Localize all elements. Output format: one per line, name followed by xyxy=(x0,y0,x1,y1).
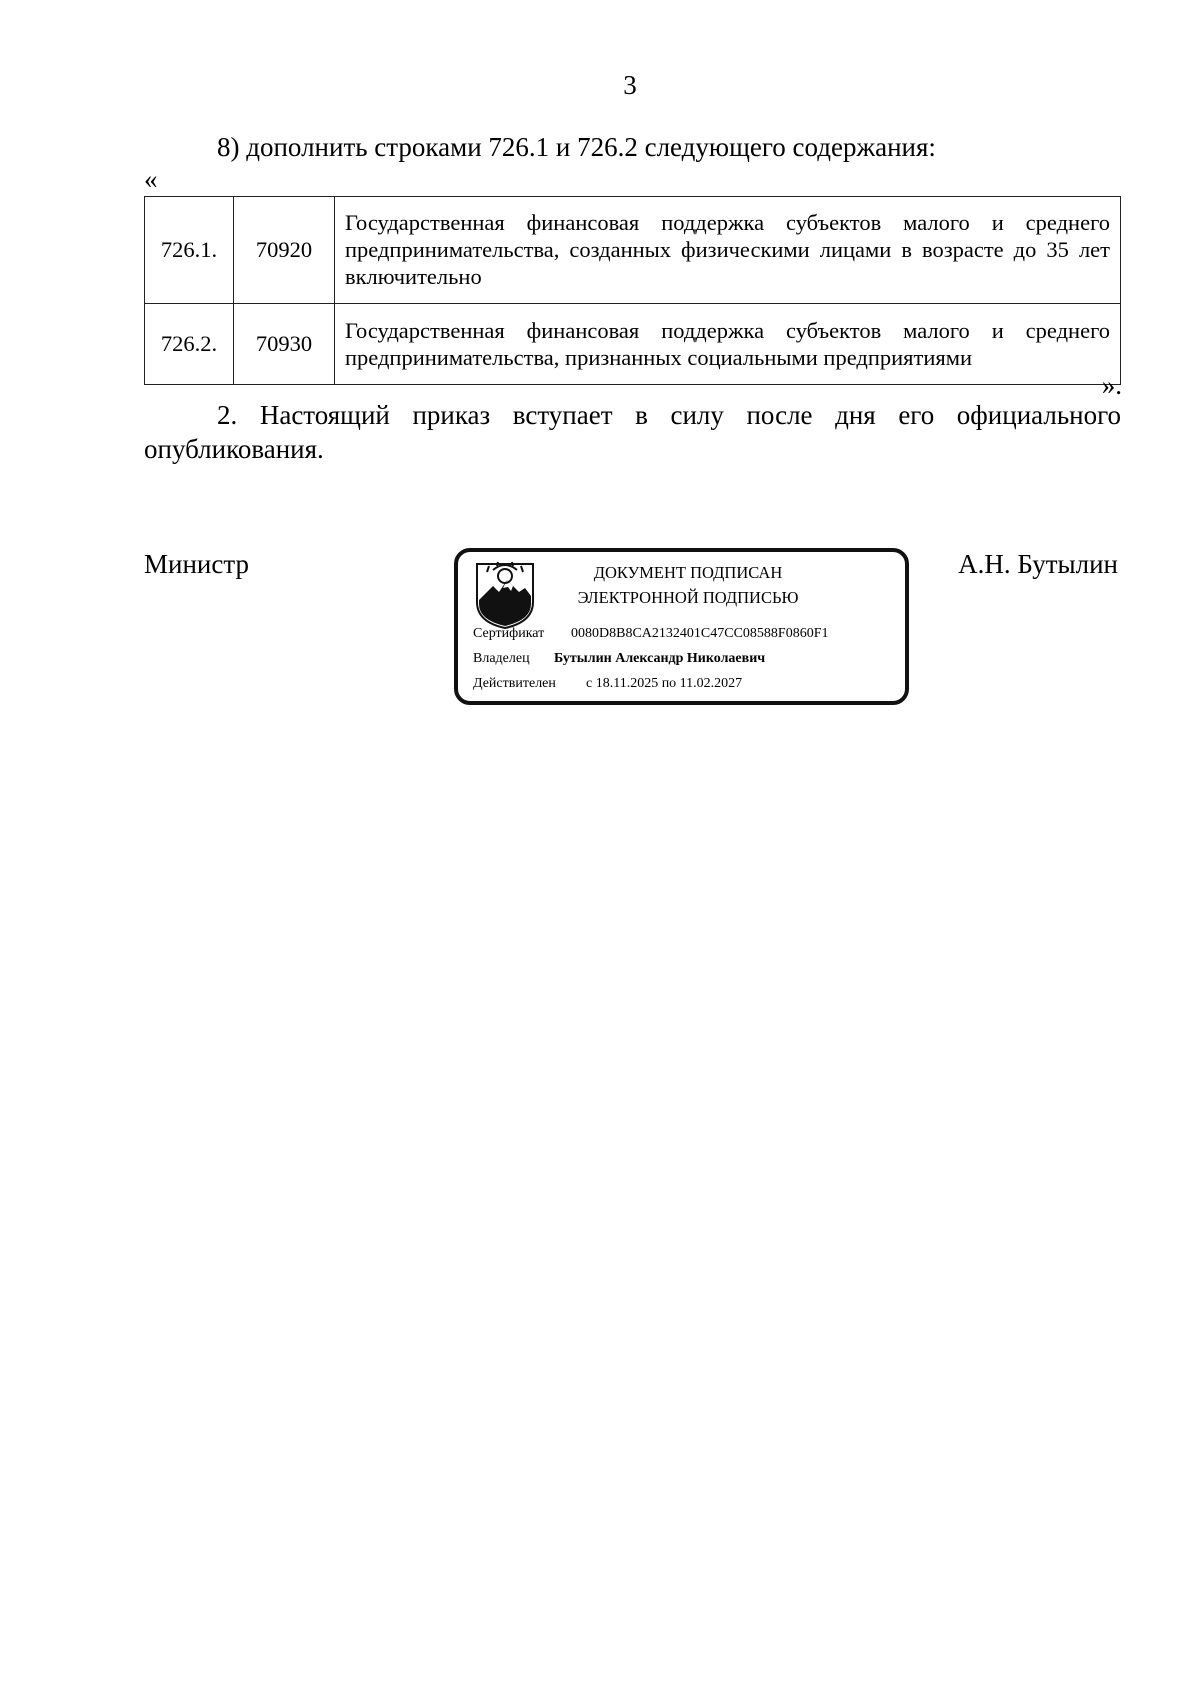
row-code: 70920 xyxy=(234,197,335,304)
stamp-title-line-2: ЭЛЕКТРОННОЙ ПОДПИСЬЮ xyxy=(577,588,799,607)
row-description: Государственная финансовая поддержка субъектов малого и среднего предпринимательства, признанных социальными предприятиями xyxy=(335,304,1121,385)
electronic-signature-stamp xyxy=(454,548,909,705)
certificate-value: 0080D8B8CA2132401C47CC08588F0860F1 xyxy=(571,626,829,641)
row-number: 726.2. xyxy=(145,304,234,385)
row-number: 726.1. xyxy=(145,197,234,304)
table-row xyxy=(145,197,1121,304)
stamp-title-line-1: ДОКУМЕНТ ПОДПИСАН xyxy=(593,563,783,582)
validity-row xyxy=(473,676,742,692)
owner-label: Владелец xyxy=(473,651,530,666)
validity-value: с 18.11.2025 по 11.02.2027 xyxy=(586,676,743,691)
page-number: 3 xyxy=(623,70,637,100)
effective-date-paragraph: 2. Настоящий приказ вступает в силу после дня его официального опубликования. xyxy=(144,400,1121,464)
validity-label: Действителен xyxy=(473,676,556,691)
signatory-name: А.Н. Бутылин xyxy=(958,549,1118,579)
table-row xyxy=(145,304,1121,385)
closing-quote: ». xyxy=(1101,370,1122,400)
amendment-intro: 8) дополнить строками 726.1 и 726.2 следующего содержания: xyxy=(217,132,936,162)
opening-quote: « xyxy=(144,164,158,194)
row-code: 70930 xyxy=(234,304,335,385)
amendment-table xyxy=(144,196,1121,385)
signatory-position: Министр xyxy=(144,549,249,579)
stamp-header xyxy=(548,560,828,610)
certificate-row xyxy=(473,626,828,642)
row-description: Государственная финансовая поддержка субъектов малого и среднего предпринимательства, созданных физическими лицами в возрасте до 35 лет включительно xyxy=(335,197,1121,304)
owner-value: Бутылин Александр Николаевич xyxy=(554,651,766,666)
certificate-label: Сертификат xyxy=(473,626,545,641)
kamchatka-coat-of-arms-icon xyxy=(473,560,537,630)
owner-row xyxy=(473,651,765,667)
